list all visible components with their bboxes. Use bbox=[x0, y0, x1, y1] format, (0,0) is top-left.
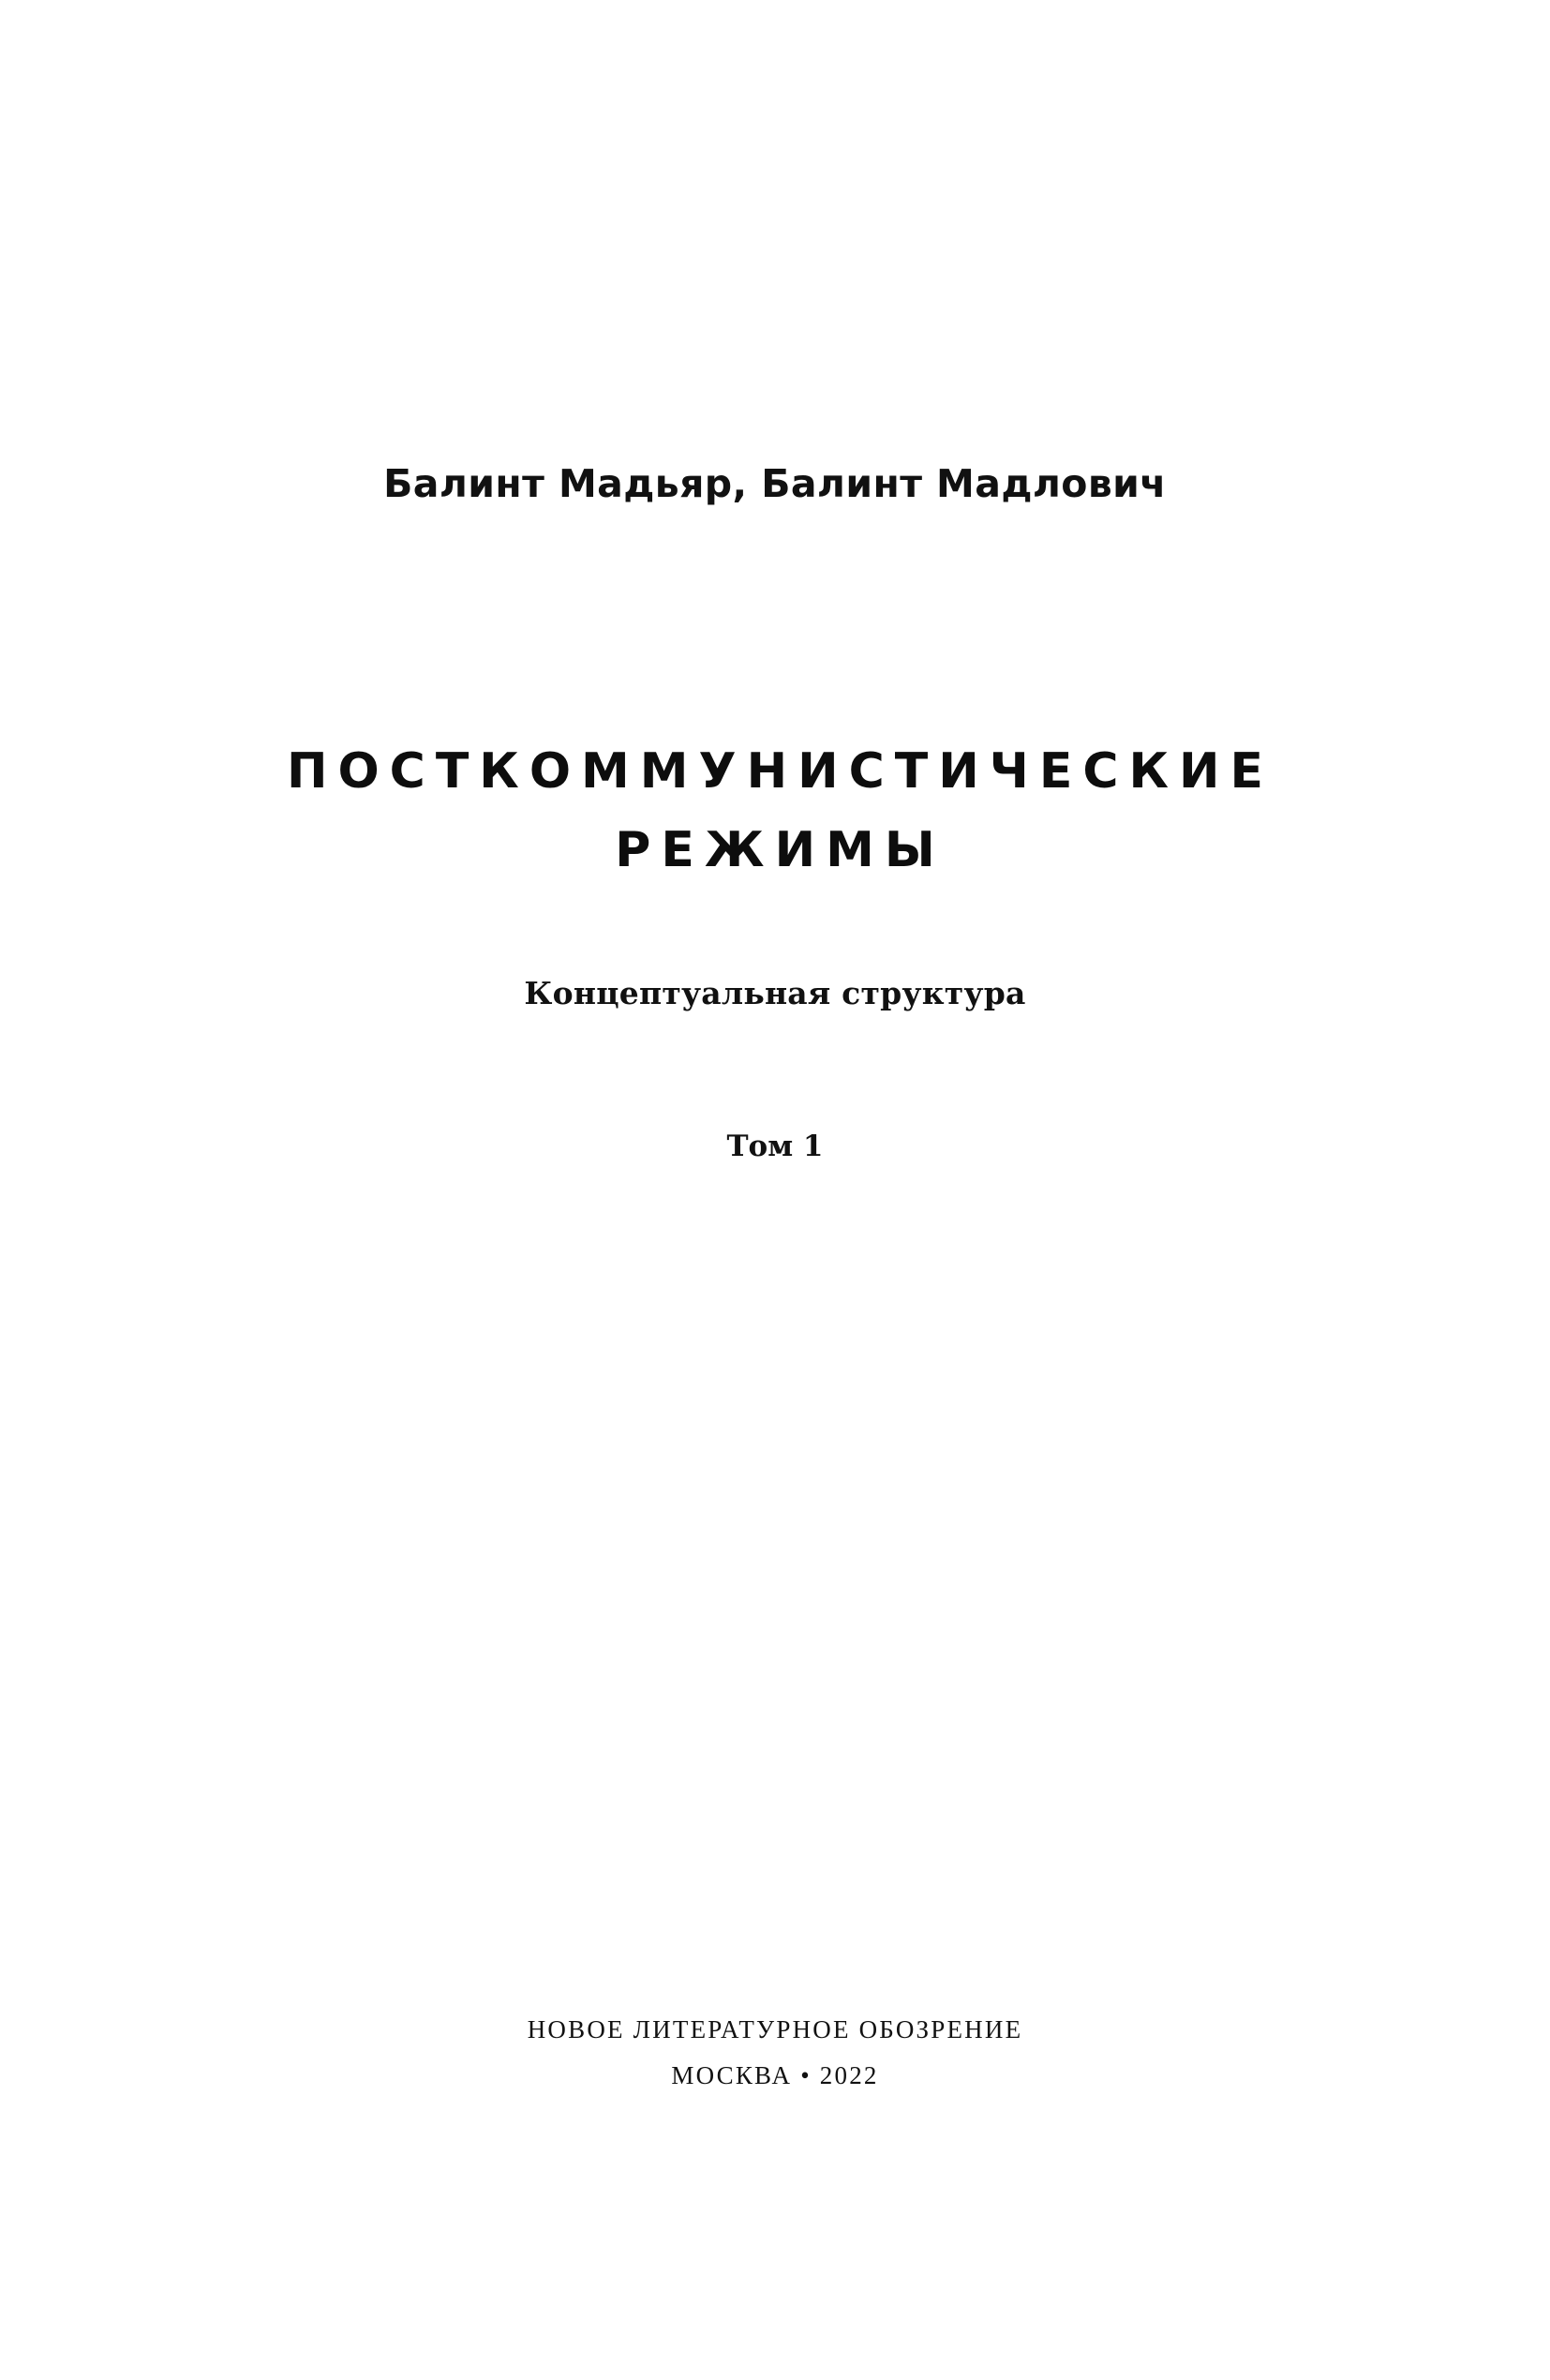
publisher-place-year: МОСКВА • 2022 bbox=[671, 2061, 879, 2089]
volume-label: Том 1 bbox=[726, 1130, 824, 1163]
book-subtitle: Концептуальная структура bbox=[524, 975, 1026, 1011]
book-title-line-2: РЕЖИМЫ bbox=[615, 821, 946, 878]
book-title bbox=[0, 741, 1550, 882]
book-title-line-1: ПОСТКОММУНИСТИЧЕСКИЕ bbox=[286, 743, 1274, 800]
authors-line: Балинт Мадьяр, Балинт Мадлович bbox=[383, 461, 1167, 506]
publisher-name: НОВОЕ ЛИТЕРАТУРНОЕ ОБОЗРЕНИЕ bbox=[527, 2015, 1023, 2043]
publisher-block bbox=[0, 2015, 1550, 2090]
